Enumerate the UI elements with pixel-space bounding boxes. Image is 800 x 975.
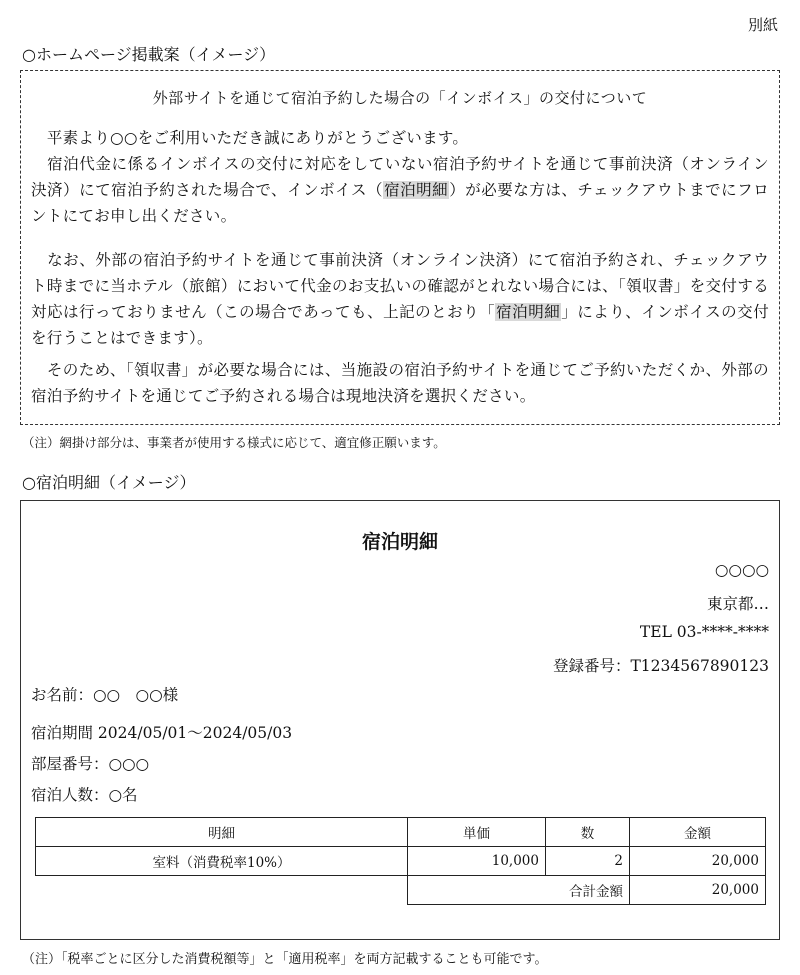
- room-number: 部屋番号：○○○: [31, 755, 150, 773]
- issuer-tel: TEL 03-****-****: [639, 623, 769, 641]
- invoice-request-text-1: 宿泊代金に係るインボイスの交付に対応をしていない宿泊予約サイトを通じて事前決済（オンライン決済）にて宿泊予約された場合で、インボイス（: [31, 155, 769, 199]
- total-row: [36, 876, 766, 905]
- blank-cell: [36, 876, 408, 905]
- receipt-title: 宿泊明細: [361, 531, 438, 553]
- table-row: [36, 847, 766, 876]
- cell-unit-price: 10,000: [408, 847, 546, 876]
- issuer-address: 東京都…: [706, 595, 769, 613]
- header-amount: 金額: [630, 818, 766, 847]
- receipt-section-title: ○宿泊明細（イメージ）: [22, 473, 196, 492]
- invoice-request-paragraph: [31, 151, 769, 229]
- receipt-policy-text-2: 」により、インボイスの交付を行うことはできます）。: [31, 303, 769, 347]
- header-unit-price: 単価: [408, 818, 546, 847]
- invoice-request-text-2: ）が必要な方は、チェックアウトまでにフロントにてお申し出ください。: [31, 181, 770, 225]
- lodging-statement-box: [20, 500, 780, 940]
- homepage-draft-box: [20, 70, 780, 425]
- cell-item: 室料（消費税率10%）: [36, 847, 408, 876]
- guest-name: お名前：○○ ○○様: [31, 686, 179, 704]
- payment-guidance-text: そのため、「領収書」が必要な場合には、当施設の宿泊予約サイトを通じてご予約いただくか、外部の宿泊予約サイトを通じてご予約される場合は現地決済を選択ください。: [31, 361, 769, 405]
- registration-number: 登録番号：T1234567890123: [552, 657, 769, 675]
- header-quantity: 数: [546, 818, 630, 847]
- payment-guidance-paragraph: [31, 357, 769, 409]
- greeting-paragraph: [31, 125, 769, 151]
- homepage-section-title: ○ホームページ掲載案（イメージ）: [22, 45, 276, 64]
- guest-count: 宿泊人数：○名: [31, 786, 138, 804]
- total-label: 合計金額: [408, 876, 630, 905]
- attachment-label: 別紙: [747, 16, 778, 34]
- header-item: 明細: [36, 818, 408, 847]
- charges-table: [35, 817, 766, 905]
- total-amount: 20,000: [630, 876, 766, 905]
- highlight-lodging-statement-1: 宿泊明細: [384, 181, 449, 199]
- note-tax-breakdown: （注）「税率ごとに区分した消費税額等」と「適用税率」を両方記載することも可能です。: [22, 952, 548, 967]
- cell-quantity: 2: [546, 847, 630, 876]
- receipt-policy-paragraph: [31, 247, 769, 351]
- cell-amount: 20,000: [630, 847, 766, 876]
- stay-period: 宿泊期間 2024/05/01～2024/05/03: [31, 724, 293, 742]
- note-shading: （注）網掛け部分は、事業者が使用する様式に応じて、適宜修正願います。: [22, 435, 446, 450]
- homepage-heading: 外部サイトを通じて宿泊予約した場合の「インボイス」の交付について: [152, 89, 648, 107]
- greeting-text: 平素より○○をご利用いただき誠にありがとうございます。: [46, 129, 469, 147]
- receipt-policy-text-1: なお、外部の宿泊予約サイトを通じて事前決済（オンライン決済）にて宿泊予約され、チェックアウト時までに当ホテル（旅館）において代金のお支払いの確認がとれない場合には、「領収書」を交付する対応は行っておりません（この場合であっても、上記のとおり「: [31, 251, 769, 321]
- highlight-lodging-statement-2: 宿泊明細: [496, 303, 561, 321]
- table-header-row: [36, 818, 766, 847]
- issuer-name: ○○○○: [714, 561, 769, 579]
